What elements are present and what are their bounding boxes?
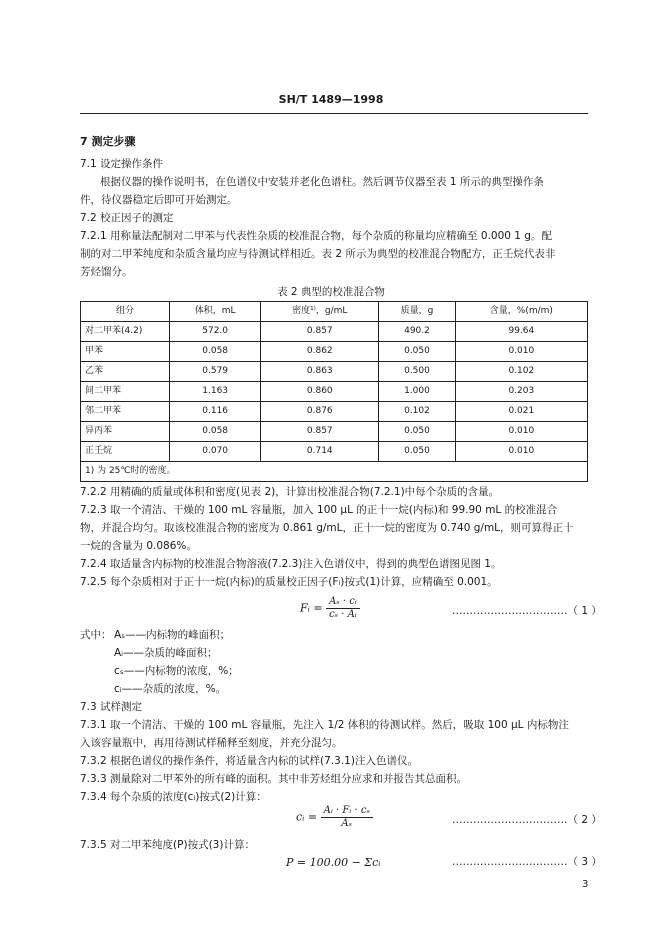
cell-component: 乙苯 — [81, 362, 170, 382]
section-7-2-1-line3: 芳烃馏分。 — [80, 266, 133, 278]
section-7-heading: 7 测定步骤 — [80, 135, 136, 148]
cell-component: 邻二甲苯 — [81, 402, 170, 422]
cell-mass: 0.500 — [379, 362, 455, 382]
equation-2 — [296, 805, 373, 830]
cell-volume: 0.058 — [170, 422, 261, 442]
section-7-2-3-line1: 7.2.3 取一个清洁、干燥的 100 mL 容量瓶，加入 100 μL 的正十一烷(内标)和 99.90 mL 的校准混合 — [80, 504, 558, 516]
section-7-3-3: 7.3.3 测量除对二甲苯外的所有峰的面积。其中非芳烃组分应求和并报告其总面积。 — [80, 773, 468, 785]
section-7-1-heading: 7.1 设定操作条件 — [80, 158, 164, 170]
cell-volume: 572.0 — [170, 322, 261, 342]
section-7-2-5: 7.2.5 每个杂质相对于正十一烷(内标)的质量校正因子(Fᵢ)按式(1)计算，应精确至 0.001。 — [80, 576, 498, 588]
table-footnote: 1) 为 25℃时的密度。 — [81, 462, 588, 482]
cell-content: 0.203 — [455, 382, 587, 402]
cell-mass: 0.050 — [379, 342, 455, 362]
where-item-ci: cᵢ——杂质的浓度，%。 — [114, 683, 227, 695]
equation-1 — [300, 596, 360, 621]
table-row — [81, 422, 588, 442]
cell-content: 0.010 — [455, 442, 587, 462]
where-item-cs: cₛ——内标物的浓度，%； — [114, 665, 239, 677]
equation-1-numerator: Aₛ · cᵢ — [326, 596, 360, 609]
cell-density: 0.857 — [261, 422, 379, 442]
table-footnote-row — [81, 462, 588, 482]
equation-2-fraction — [321, 805, 373, 830]
section-7-2-3-line2: 物，并混合均匀。取该校准混合物的密度为 0.861 g/mL，正十一烷的密度为 0.740 g/mL，则可算得正十 — [80, 522, 574, 534]
standard-number-header: SH/T 1489—1998 — [278, 93, 384, 106]
cell-mass: 0.102 — [379, 402, 455, 422]
section-7-2-1-line1: 7.2.1 用称量法配制对二甲苯与代表性杂质的校准混合物，每个杂质的称量均应精确至 0.000 1 g。配 — [80, 230, 552, 242]
equation-2-number: ……………………………（ 2 ） — [452, 814, 602, 826]
equation-1-denominator: cₛ · Aᵢ — [329, 609, 357, 620]
page-number: 3 — [582, 879, 589, 890]
cell-density: 0.876 — [261, 402, 379, 422]
section-7-1-text-line1: 根据仪器的操作说明书，在色谱仪中安装并老化色谱柱。然后调节仪器至表 1 所示的典型操作条 — [100, 176, 544, 188]
section-7-3-heading: 7.3 试样测定 — [80, 701, 143, 713]
table-2-caption: 表 2 典型的校准混合物 — [277, 286, 385, 298]
cell-mass: 490.2 — [379, 322, 455, 342]
cell-volume: 0.058 — [170, 342, 261, 362]
cell-component: 正壬烷 — [81, 442, 170, 462]
equation-3-number: ……………………………（ 3 ） — [452, 856, 602, 868]
equation-2-denominator: Aₛ — [341, 818, 352, 829]
section-7-2-4: 7.2.4 取适量含内标物的校准混合物溶液(7.2.3)注入色谱仪中，得到的典型色谱图见图 1。 — [80, 558, 502, 570]
cell-content: 99.64 — [455, 322, 587, 342]
cell-volume: 0.116 — [170, 402, 261, 422]
equation-1-fraction — [326, 596, 360, 621]
cell-density: 0.860 — [261, 382, 379, 402]
col-header-volume: 体积，mL — [170, 302, 261, 322]
col-header-component: 组分 — [81, 302, 170, 322]
where-label: 式中： — [80, 629, 112, 641]
where-item-As: Aₛ——内标物的峰面积； — [114, 629, 231, 641]
cell-mass: 1.000 — [379, 382, 455, 402]
table-row — [81, 362, 588, 382]
cell-content: 0.021 — [455, 402, 587, 422]
table-row — [81, 342, 588, 362]
section-7-2-heading: 7.2 校正因子的测定 — [80, 212, 174, 224]
equation-1-lhs: Fᵢ = — [300, 601, 323, 615]
section-7-2-1-line2: 制的对二甲苯纯度和杂质含量均应与待测试样相近。表 2 所示为典型的校准混合物配方，正壬烷代表非 — [80, 248, 556, 260]
cell-density: 0.714 — [261, 442, 379, 462]
equation-1-number: ……………………………（ 1 ） — [452, 605, 602, 617]
cell-volume: 1.163 — [170, 382, 261, 402]
table-row — [81, 322, 588, 342]
header-rule — [80, 113, 588, 114]
equation-2-lhs: cᵢ = — [296, 810, 318, 824]
section-7-3-2: 7.3.2 根据色谱仪的操作条件，将适量含内标的试样(7.3.1)注入色谱仪。 — [80, 755, 418, 767]
table-row — [81, 382, 588, 402]
cell-component: 对二甲苯(4.2) — [81, 322, 170, 342]
table-row — [81, 402, 588, 422]
section-7-3-4: 7.3.4 每个杂质的浓度(cᵢ)按式(2)计算： — [80, 791, 267, 803]
calibration-mixture-table — [80, 301, 588, 482]
col-header-mass: 质量，g — [379, 302, 455, 322]
table-row — [81, 442, 588, 462]
col-header-density: 密度¹⁾，g/mL — [261, 302, 379, 322]
cell-component: 异丙苯 — [81, 422, 170, 442]
cell-volume: 0.579 — [170, 362, 261, 382]
equation-3: P = 100.00 − Σcᵢ — [286, 856, 381, 869]
col-header-content: 含量，%(m/m) — [455, 302, 587, 322]
section-7-2-2: 7.2.2 用精确的质量或体积和密度(见表 2)，计算出校准混合物(7.2.1)中每个杂质的含量。 — [80, 486, 500, 498]
cell-volume: 0.070 — [170, 442, 261, 462]
cell-density: 0.862 — [261, 342, 379, 362]
table-header-row — [81, 302, 588, 322]
cell-content: 0.010 — [455, 422, 587, 442]
section-7-2-3-line3: 一烷的含量为 0.086%。 — [80, 540, 197, 552]
cell-density: 0.857 — [261, 322, 379, 342]
cell-content: 0.010 — [455, 342, 587, 362]
equation-2-numerator: Aᵢ · Fᵢ · cₛ — [321, 805, 373, 818]
cell-component: 间二甲苯 — [81, 382, 170, 402]
where-item-Ai: Aᵢ——杂质的峰面积； — [114, 647, 218, 659]
cell-component: 甲苯 — [81, 342, 170, 362]
section-7-1-text-line2: 件，待仪器稳定后即可开始测定。 — [80, 194, 238, 206]
section-7-3-1-line1: 7.3.1 取一个清洁、干燥的 100 mL 容量瓶，先注入 1/2 体积的待测试样。然后，吸取 100 μL 内标物注 — [80, 719, 569, 731]
cell-mass: 0.050 — [379, 442, 455, 462]
cell-density: 0.863 — [261, 362, 379, 382]
section-7-3-1-line2: 入该容量瓶中，再用待测试样稀释至刻度，并充分混匀。 — [80, 737, 343, 749]
cell-mass: 0.050 — [379, 422, 455, 442]
cell-content: 0.102 — [455, 362, 587, 382]
section-7-3-5: 7.3.5 对二甲苯纯度(P)按式(3)计算： — [80, 839, 255, 851]
